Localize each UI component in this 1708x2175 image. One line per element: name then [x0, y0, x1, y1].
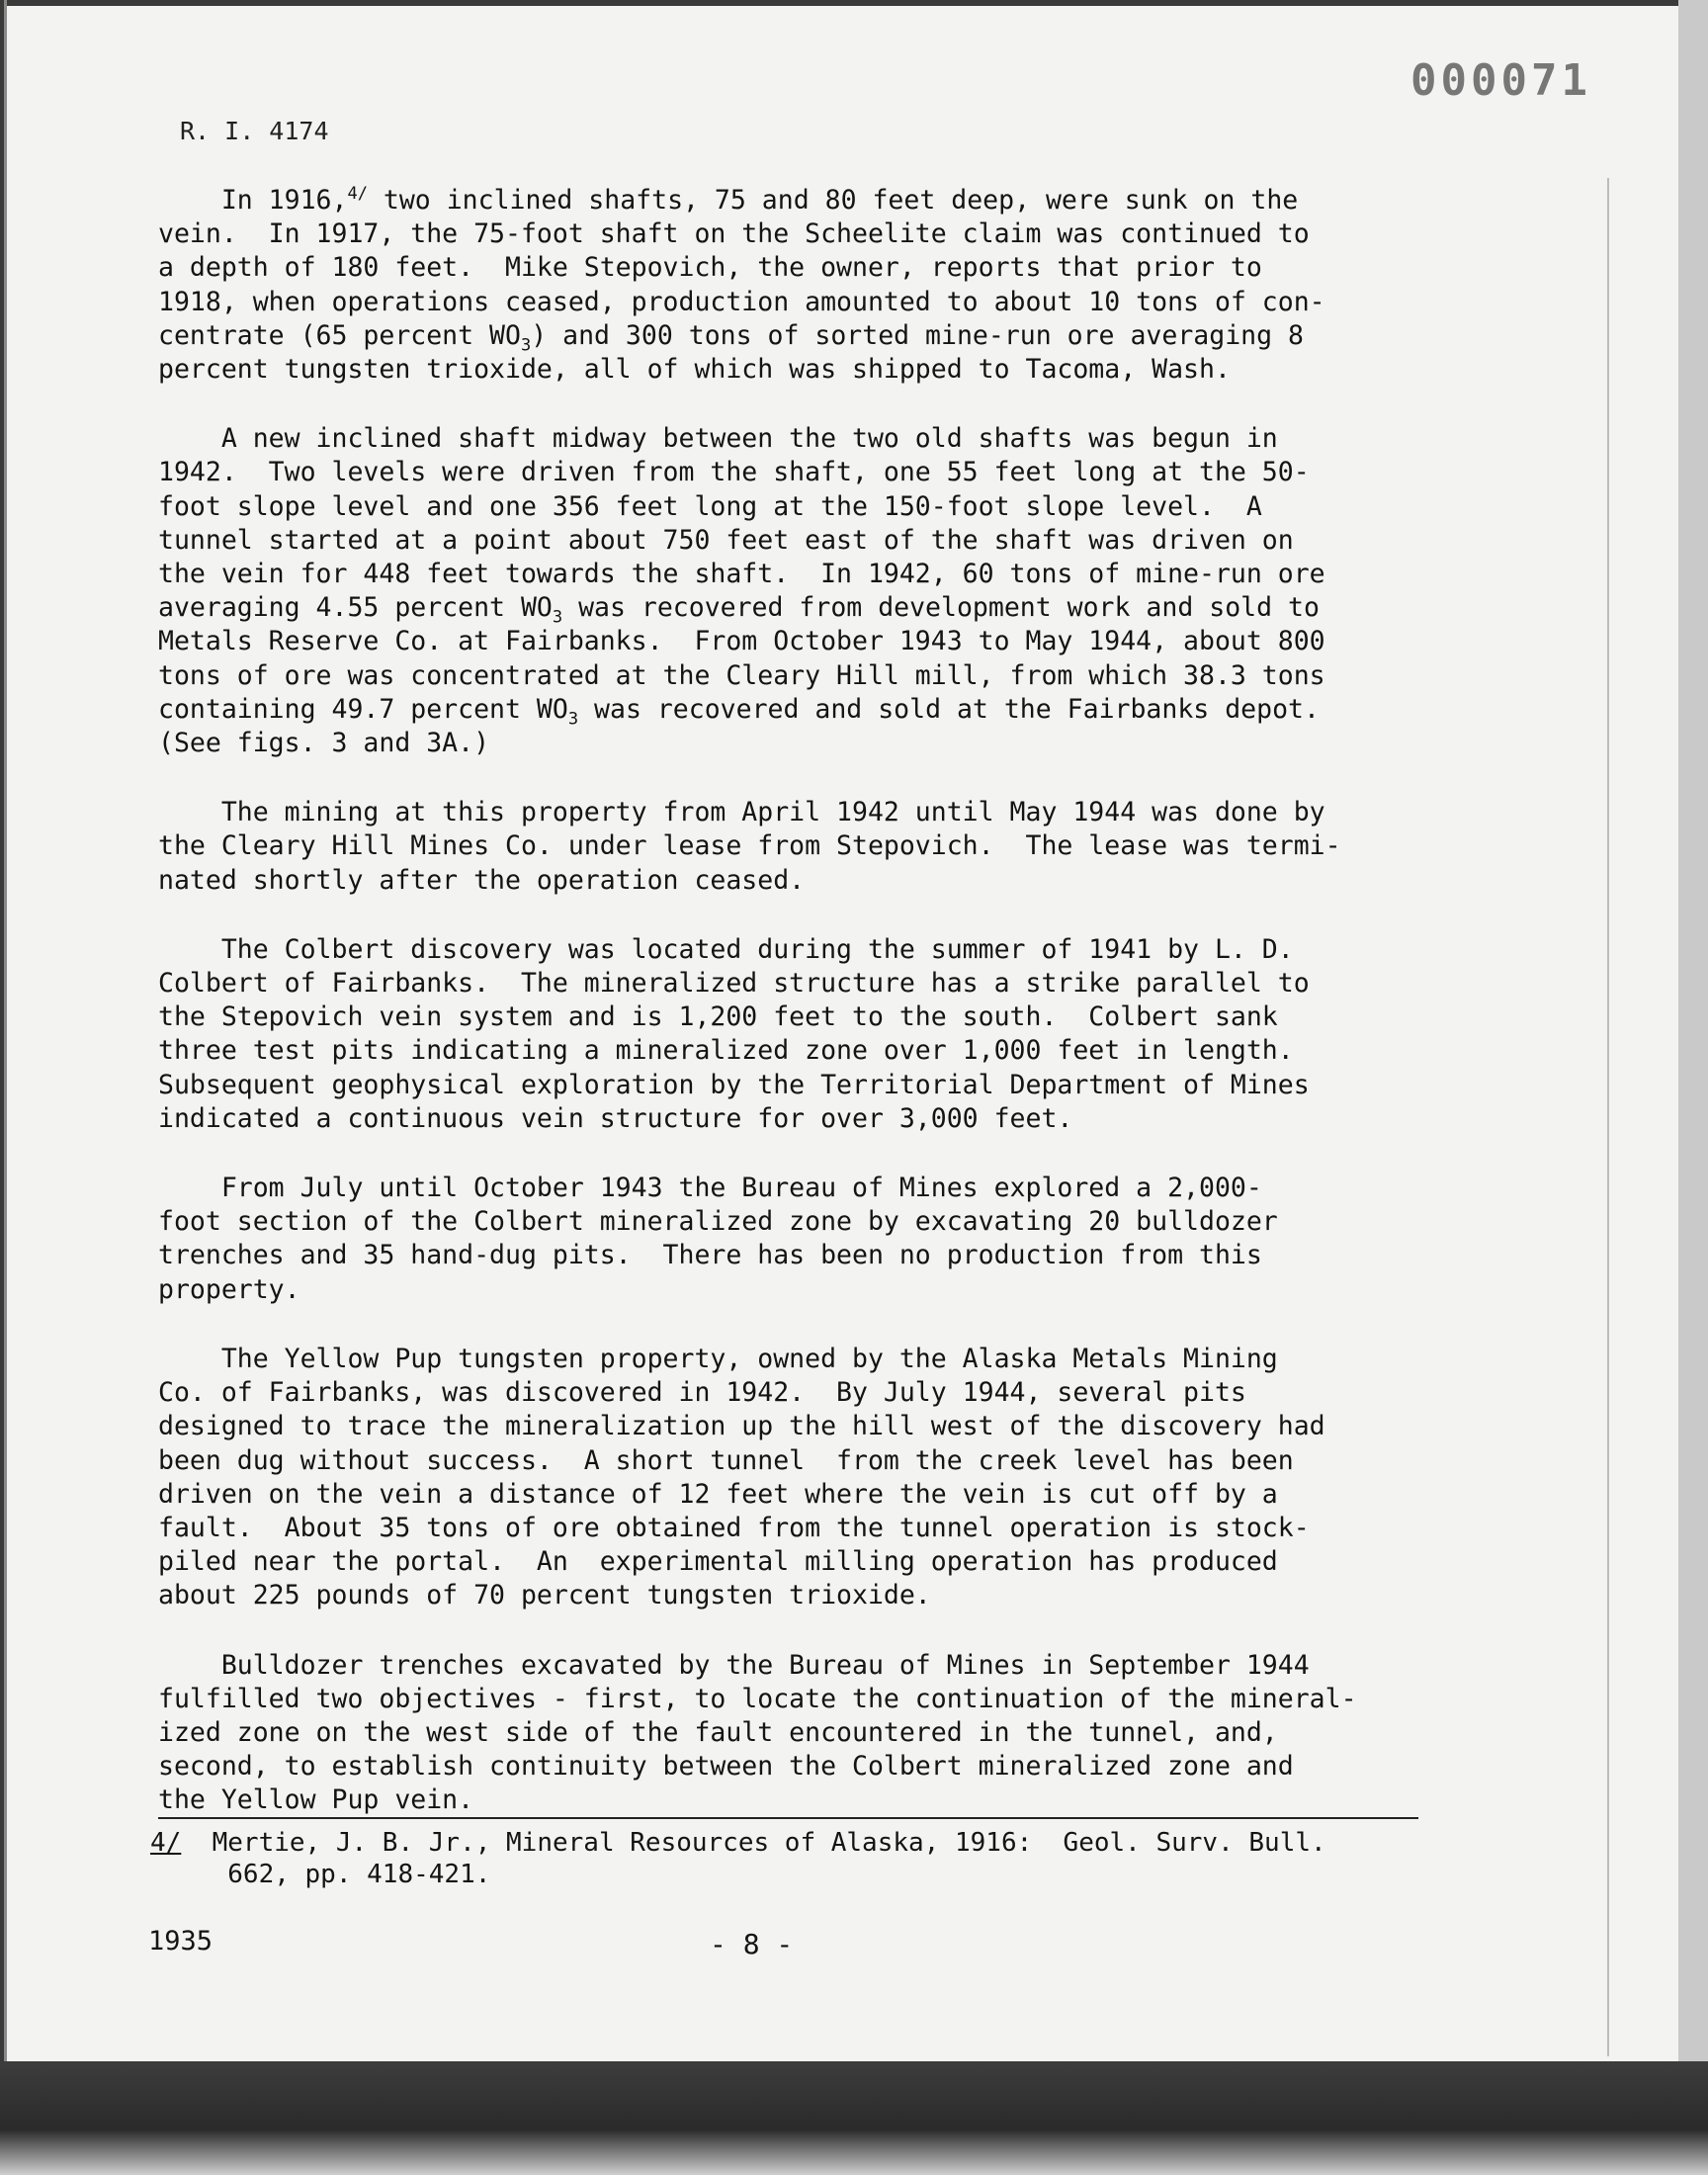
paragraph-1 [158, 184, 1443, 387]
text-line: foot slope level and one 356 feet long at the 150-foot slope level. A [158, 490, 1262, 522]
paragraph-5 [158, 1172, 1443, 1307]
text-line: nated shortly after the operation ceased. [158, 864, 806, 896]
paragraph-7 [158, 1649, 1443, 1818]
text-line: foot section of the Colbert mineralized zone by excavating 20 bulldozer [158, 1206, 1278, 1238]
text-line: fault. About 35 tons of ore obtained from the tunnel operation is stock- [158, 1512, 1310, 1543]
footnote-line: 662, pp. 418-421. [150, 1860, 491, 1889]
paragraph-2 [158, 422, 1443, 760]
text-line: Bulldozer trenches excavated by the Bureau of Mines in September 1944 [158, 1649, 1310, 1681]
left-edge-rule [4, 0, 7, 2086]
text-line: driven on the vein a distance of 12 feet where the vein is cut off by a [158, 1478, 1278, 1510]
text-line: the Stepovich vein system and is 1,200 feet to the south. Colbert sank [158, 1001, 1278, 1033]
text-line: second, to establish continuity between the Colbert mineralized zone and [158, 1751, 1294, 1783]
text-line: Colbert of Fairbanks. The mineralized structure has a strike parallel to [158, 968, 1310, 1000]
text-line: the Cleary Hill Mines Co. under lease from Stepovich. The lease was termi- [158, 830, 1341, 862]
text-line: The mining at this property from April 1942 until May 1944 was done by [158, 797, 1325, 828]
text-line: 1918, when operations ceased, production amounted to about 10 tons of con- [158, 286, 1325, 317]
footnote [150, 1827, 1326, 1890]
footnote-mark: 4/ [150, 1828, 182, 1858]
text-line: fulfilled two objectives - first, to locate the continuation of the mineral- [158, 1683, 1357, 1714]
footnote-rule [158, 1817, 1418, 1819]
scan-bottom-shadow [0, 2061, 1708, 2175]
footnote-ref: 4/ [347, 184, 368, 205]
paragraph-4 [158, 933, 1443, 1136]
footnote-line: 4/ Mertie, J. B. Jr., Mineral Resources of Alaska, 1916: Geol. Surv. Bull. [150, 1828, 1326, 1858]
text-line: the vein for 448 feet towards the shaft. In 1942, 60 tons of mine-run ore [158, 559, 1325, 590]
text-line: A new inclined shaft midway between the two old shafts was begun in [158, 423, 1278, 455]
text-line: From July until October 1943 the Bureau of Mines explored a 2,000- [158, 1173, 1262, 1204]
page-number: - 8 - [710, 1928, 794, 1960]
right-edge-rule [1607, 178, 1609, 2056]
report-reference: R. I. 4174 [180, 117, 329, 145]
text-line: Co. of Fairbanks, was discovered in 1942. By July 1944, several pits [158, 1377, 1246, 1409]
text-line: indicated a continuous vein structure for over 3,000 feet. [158, 1102, 1073, 1134]
text-line: about 225 pounds of 70 percent tungsten trioxide. [158, 1580, 931, 1611]
text-line: ized zone on the west side of the fault encountered in the tunnel, and, [158, 1716, 1278, 1748]
text-line: piled near the portal. An experimental milling operation has produced [158, 1546, 1278, 1578]
text-line: three test pits indicating a mineralized zone over 1,000 feet in length. [158, 1035, 1294, 1067]
text-line: Subsequent geophysical exploration by the Territorial Department of Mines [158, 1069, 1310, 1100]
paragraph-6 [158, 1343, 1443, 1613]
text-line: property. [158, 1273, 300, 1305]
text-line: percent tungsten trioxide, all of which was shipped to Tacoma, Wash. [158, 354, 1231, 386]
text-line: centrate (65 percent $WO_3$) and 300 tons of sorted mine-run ore averaging 8 [158, 319, 1304, 356]
paragraph-3 [158, 796, 1443, 898]
body-text [158, 184, 1443, 1854]
text-line: vein. In 1917, the 75-foot shaft on the Scheelite claim was continued to [158, 218, 1310, 250]
text-line: The Colbert discovery was located during the summer of 1941 by L. D. [158, 933, 1294, 965]
text-line: In 1916,$^{4/}$ two inclined shafts, 75 and 80 feet deep, were sunk on the [158, 184, 1299, 216]
archive-stamp: 000071 [1410, 55, 1591, 106]
text-line: tons of ore was concentrated at the Cleary Hill mill, from which 38.3 tons [158, 659, 1325, 691]
page-year: 1935 [148, 1926, 214, 1957]
text-line: trenches and 35 hand-dug pits. There has been no production from this [158, 1240, 1262, 1271]
text-line: a depth of 180 feet. Mike Stepovich, the owner, reports that prior to [158, 252, 1262, 284]
text-line: 1942. Two levels were driven from the shaft, one 55 feet long at the 50- [158, 457, 1310, 488]
text-line: been dug without success. A short tunnel from the creek level has been [158, 1444, 1294, 1476]
text-line: designed to trace the mineralization up the hill west of the discovery had [158, 1411, 1325, 1442]
text-line: containing 49.7 percent $WO_3$ was recovered and sold at the Fairbanks depot. [158, 693, 1320, 730]
text-line: tunnel started at a point about 750 feet east of the shaft was driven on [158, 524, 1294, 556]
text-line: the Yellow Pup vein. [158, 1784, 474, 1816]
text-line: averaging 4.55 percent $WO_3$ was recovered from development work and sold to [158, 592, 1320, 628]
text-line: Metals Reserve Co. at Fairbanks. From October 1943 to May 1944, about 800 [158, 626, 1325, 657]
text-line: The Yellow Pup tungsten property, owned by the Alaska Metals Mining [158, 1343, 1278, 1374]
text-line: (See figs. 3 and 3A.) [158, 728, 490, 759]
